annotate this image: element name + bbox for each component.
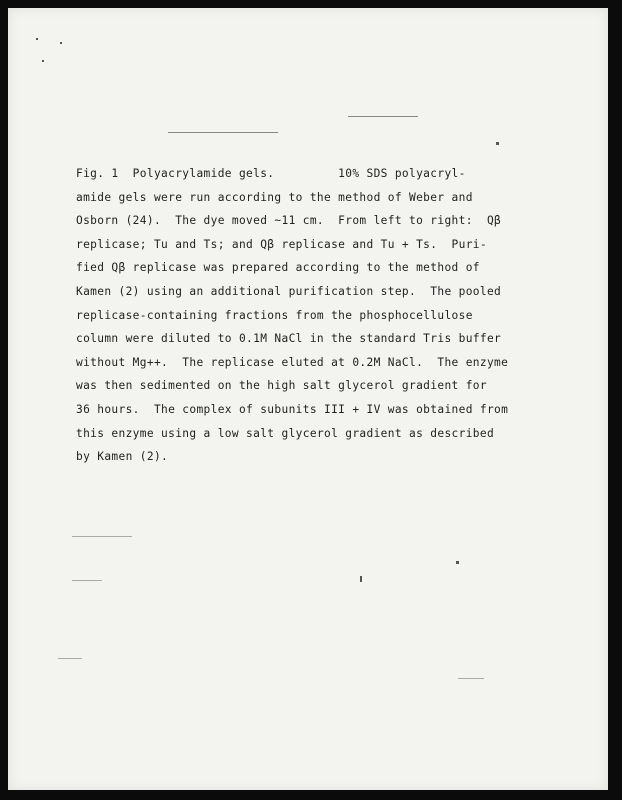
caption-line: amide gels were run according to the method of Weber and bbox=[76, 190, 473, 204]
scan-mark bbox=[42, 60, 44, 62]
scan-mark bbox=[72, 536, 132, 537]
figure-caption bbox=[76, 162, 516, 469]
scan-mark bbox=[58, 658, 82, 659]
caption-line: column were diluted to 0.1M NaCl in the standard Tris buffer bbox=[76, 332, 502, 346]
caption-line: by Kamen (2). bbox=[76, 450, 169, 464]
caption-line: replicase-containing fractions from the phosphocellulose bbox=[76, 308, 473, 322]
scan-mark bbox=[348, 116, 418, 117]
scan-mark bbox=[72, 580, 102, 581]
document-page bbox=[8, 8, 608, 790]
scan-mark bbox=[168, 132, 278, 133]
scan-mark bbox=[456, 561, 459, 564]
scan-mark bbox=[360, 576, 362, 582]
scan-mark bbox=[36, 38, 38, 40]
caption-line: Kamen (2) using an additional purification step. The pooled bbox=[76, 284, 502, 298]
caption-line: fied Qβ replicase was prepared according to the method of bbox=[76, 261, 480, 275]
scan-mark bbox=[458, 678, 484, 679]
caption-line: Fig. 1 Polyacrylamide gels. 10% SDS polyacryl- bbox=[76, 167, 466, 180]
caption-line: Osborn (24). The dye moved ~11 cm. From left to right: Qβ bbox=[76, 214, 502, 228]
caption-line: this enzyme using a low salt glycerol gradient as described bbox=[76, 426, 495, 440]
caption-line: replicase; Tu and Ts; and Qβ replicase and Tu + Ts. Puri- bbox=[76, 237, 487, 251]
caption-line: 36 hours. The complex of subunits III + IV was obtained from bbox=[76, 402, 509, 416]
caption-line: without Mg++. The replicase eluted at 0.2M NaCl. The enzyme bbox=[76, 355, 509, 369]
scan-mark bbox=[496, 142, 499, 145]
caption-line: was then sedimented on the high salt glycerol gradient for bbox=[76, 379, 487, 393]
scan-mark bbox=[60, 42, 62, 44]
